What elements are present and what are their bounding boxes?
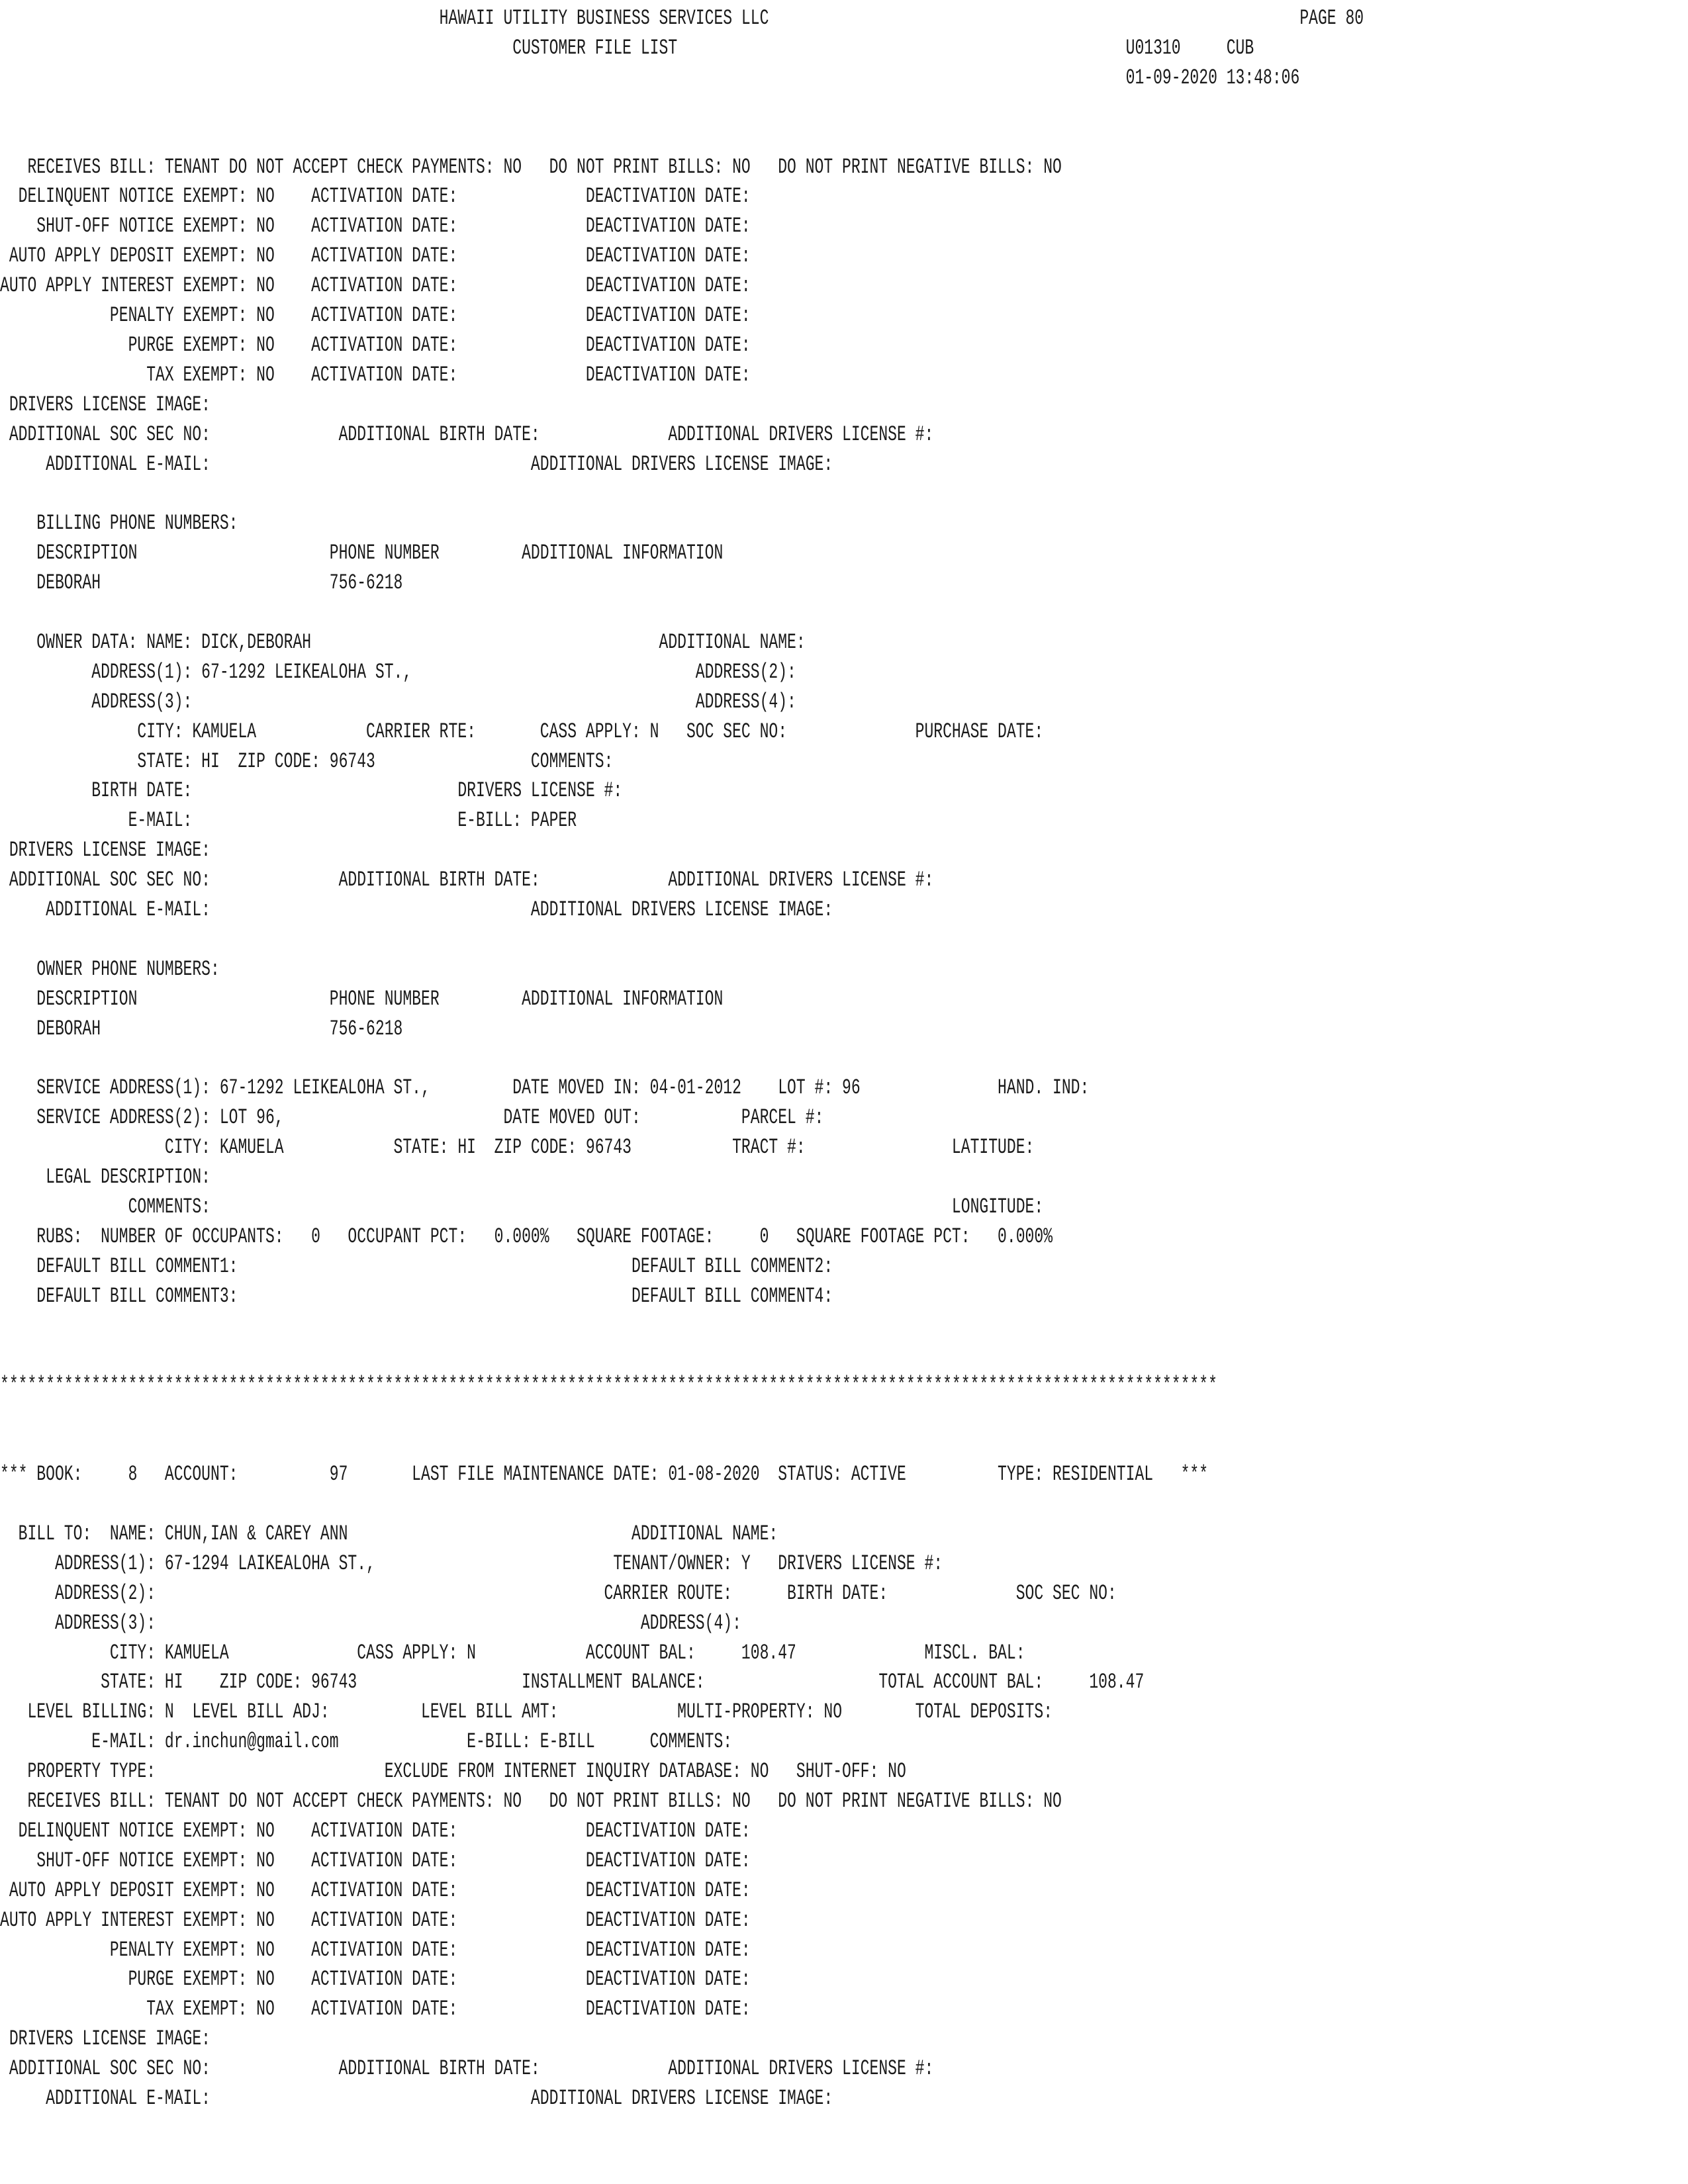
report-line: DESCRIPTION PHONE NUMBER ADDITIONAL INFORMATION xyxy=(0,986,724,1011)
report-line: SHUT-OFF NOTICE EXEMPT: NO ACTIVATION DATE: DEACTIVATION DATE: xyxy=(0,214,751,239)
report-line: PENALTY EXEMPT: NO ACTIVATION DATE: DEACTIVATION DATE: xyxy=(0,303,751,328)
report-line: ************************************************************************************************************************************* xyxy=(0,1373,1217,1398)
report-line: PURGE EXEMPT: NO ACTIVATION DATE: DEACTIVATION DATE: xyxy=(0,332,751,357)
report-line: ADDITIONAL E-MAIL: ADDITIONAL DRIVERS LICENSE IMAGE: xyxy=(0,897,833,922)
report-line: TAX EXEMPT: NO ACTIVATION DATE: DEACTIVATION DATE: xyxy=(0,362,751,387)
report-line: AUTO APPLY DEPOSIT EXEMPT: NO ACTIVATION DATE: DEACTIVATION DATE: xyxy=(0,244,751,269)
report-line: OWNER DATA: NAME: DICK,DEBORAH ADDITIONAL NAME: xyxy=(0,629,806,655)
report-line: DRIVERS LICENSE IMAGE: xyxy=(0,2026,211,2052)
report-line: CITY: KAMUELA CARRIER RTE: CASS APPLY: N SOC SEC NO: PURCHASE DATE: xyxy=(0,719,1044,744)
report-line: DEBORAH 756-6218 xyxy=(0,1016,403,1041)
report-line: SHUT-OFF NOTICE EXEMPT: NO ACTIVATION DATE: DEACTIVATION DATE: xyxy=(0,1848,751,1873)
report-line: ADDITIONAL E-MAIL: ADDITIONAL DRIVERS LICENSE IMAGE: xyxy=(0,2086,833,2111)
report-line: *** BOOK: 8 ACCOUNT: 97 LAST FILE MAINTENANCE DATE: 01-08-2020 STATUS: ACTIVE TYPE: RESIDENTIAL *** xyxy=(0,1462,1209,1487)
report-line: CITY: KAMUELA CASS APPLY: N ACCOUNT BAL: 108.47 MISCL. BAL: xyxy=(0,1640,1025,1665)
report-line: STATE: HI ZIP CODE: 96743 COMMENTS: xyxy=(0,749,614,774)
report-line: PENALTY EXEMPT: NO ACTIVATION DATE: DEACTIVATION DATE: xyxy=(0,1937,751,1962)
report-line: DRIVERS LICENSE IMAGE: xyxy=(0,838,211,863)
report-line: ADDRESS(1): 67-1294 LAIKEALOHA ST., TENANT/OWNER: Y DRIVERS LICENSE #: xyxy=(0,1551,943,1576)
report-line: OWNER PHONE NUMBERS: xyxy=(0,956,220,981)
report-line: AUTO APPLY DEPOSIT EXEMPT: NO ACTIVATION DATE: DEACTIVATION DATE: xyxy=(0,1878,751,1903)
report-line: ADDITIONAL SOC SEC NO: ADDITIONAL BIRTH DATE: ADDITIONAL DRIVERS LICENSE #: xyxy=(0,422,934,447)
report-line: LEGAL DESCRIPTION: xyxy=(0,1165,211,1190)
report-line: BILL TO: NAME: CHUN,IAN & CAREY ANN ADDITIONAL NAME: xyxy=(0,1521,778,1546)
report-line: AUTO APPLY INTEREST EXEMPT: NO ACTIVATION DATE: DEACTIVATION DATE: xyxy=(0,1907,751,1933)
report-line: SERVICE ADDRESS(1): 67-1292 LEIKEALOHA ST., DATE MOVED IN: 04-01-2012 LOT #: 96 HAND. IND: xyxy=(0,1075,1090,1101)
report-line: RECEIVES BILL: TENANT DO NOT ACCEPT CHECK PAYMENTS: NO DO NOT PRINT BILLS: NO DO NOT PRINT NEGATIVE BILLS: NO xyxy=(0,154,1062,179)
report-line: AUTO APPLY INTEREST EXEMPT: NO ACTIVATION DATE: DEACTIVATION DATE: xyxy=(0,273,751,298)
report-line: CUSTOMER FILE LIST U01310 CUB xyxy=(0,35,1254,60)
report-line: DEFAULT BILL COMMENT3: DEFAULT BILL COMMENT4: xyxy=(0,1283,833,1308)
report-line: ADDRESS(3): ADDRESS(4): xyxy=(0,1610,741,1635)
report-line: BILLING PHONE NUMBERS: xyxy=(0,511,238,536)
report-line: DEBORAH 756-6218 xyxy=(0,570,403,596)
report-line: DELINQUENT NOTICE EXEMPT: NO ACTIVATION DATE: DEACTIVATION DATE: xyxy=(0,1818,751,1843)
report-line: COMMENTS: LONGITUDE: xyxy=(0,1195,1044,1219)
report-line: ADDITIONAL SOC SEC NO: ADDITIONAL BIRTH DATE: ADDITIONAL DRIVERS LICENSE #: xyxy=(0,868,934,893)
report-line: PURGE EXEMPT: NO ACTIVATION DATE: DEACTIVATION DATE: xyxy=(0,1967,751,1992)
report-line: HAWAII UTILITY BUSINESS SERVICES LLC PAGE 80 xyxy=(0,6,1364,30)
report-line: ADDRESS(1): 67-1292 LEIKEALOHA ST., ADDRESS(2): xyxy=(0,659,796,684)
report-line: E-MAIL: E-BILL: PAPER xyxy=(0,808,577,833)
report-line: RECEIVES BILL: TENANT DO NOT ACCEPT CHECK PAYMENTS: NO DO NOT PRINT BILLS: NO DO NOT PRINT NEGATIVE BILLS: NO xyxy=(0,1789,1062,1813)
report-line: DEFAULT BILL COMMENT1: DEFAULT BILL COMMENT2: xyxy=(0,1253,833,1279)
report-line: ADDRESS(2): CARRIER ROUTE: BIRTH DATE: SOC SEC NO: xyxy=(0,1580,1117,1606)
report-line: ADDITIONAL SOC SEC NO: ADDITIONAL BIRTH DATE: ADDITIONAL DRIVERS LICENSE #: xyxy=(0,2056,934,2081)
report-line: ADDRESS(3): ADDRESS(4): xyxy=(0,689,796,714)
report-line: CITY: KAMUELA STATE: HI ZIP CODE: 96743 TRACT #: LATITUDE: xyxy=(0,1135,1035,1160)
report-line: 01-09-2020 13:48:06 xyxy=(0,65,1300,90)
report-line: ADDITIONAL E-MAIL: ADDITIONAL DRIVERS LICENSE IMAGE: xyxy=(0,451,833,477)
report-line: LEVEL BILLING: N LEVEL BILL ADJ: LEVEL BILL AMT: MULTI-PROPERTY: NO TOTAL DEPOSITS: xyxy=(0,1700,1053,1725)
report-line: E-MAIL: dr.inchun@gmail.com E-BILL: E-BILL COMMENTS: xyxy=(0,1729,733,1754)
report-line: TAX EXEMPT: NO ACTIVATION DATE: DEACTIVATION DATE: xyxy=(0,1997,751,2022)
report-line: SERVICE ADDRESS(2): LOT 96, DATE MOVED OUT: PARCEL #: xyxy=(0,1105,824,1130)
report-line: DRIVERS LICENSE IMAGE: xyxy=(0,392,211,417)
report-line: DELINQUENT NOTICE EXEMPT: NO ACTIVATION DATE: DEACTIVATION DATE: xyxy=(0,184,751,209)
report-line: PROPERTY TYPE: EXCLUDE FROM INTERNET INQUIRY DATABASE: NO SHUT-OFF: NO xyxy=(0,1759,906,1784)
report-line: BIRTH DATE: DRIVERS LICENSE #: xyxy=(0,778,623,803)
report-line: STATE: HI ZIP CODE: 96743 INSTALLMENT BALANCE: TOTAL ACCOUNT BAL: 108.47 xyxy=(0,1670,1145,1695)
report-line: DESCRIPTION PHONE NUMBER ADDITIONAL INFORMATION xyxy=(0,541,724,566)
report-line: RUBS: NUMBER OF OCCUPANTS: 0 OCCUPANT PCT: 0.000% SQUARE FOOTAGE: 0 SQUARE FOOTAGE PCT: 0.000% xyxy=(0,1224,1053,1249)
